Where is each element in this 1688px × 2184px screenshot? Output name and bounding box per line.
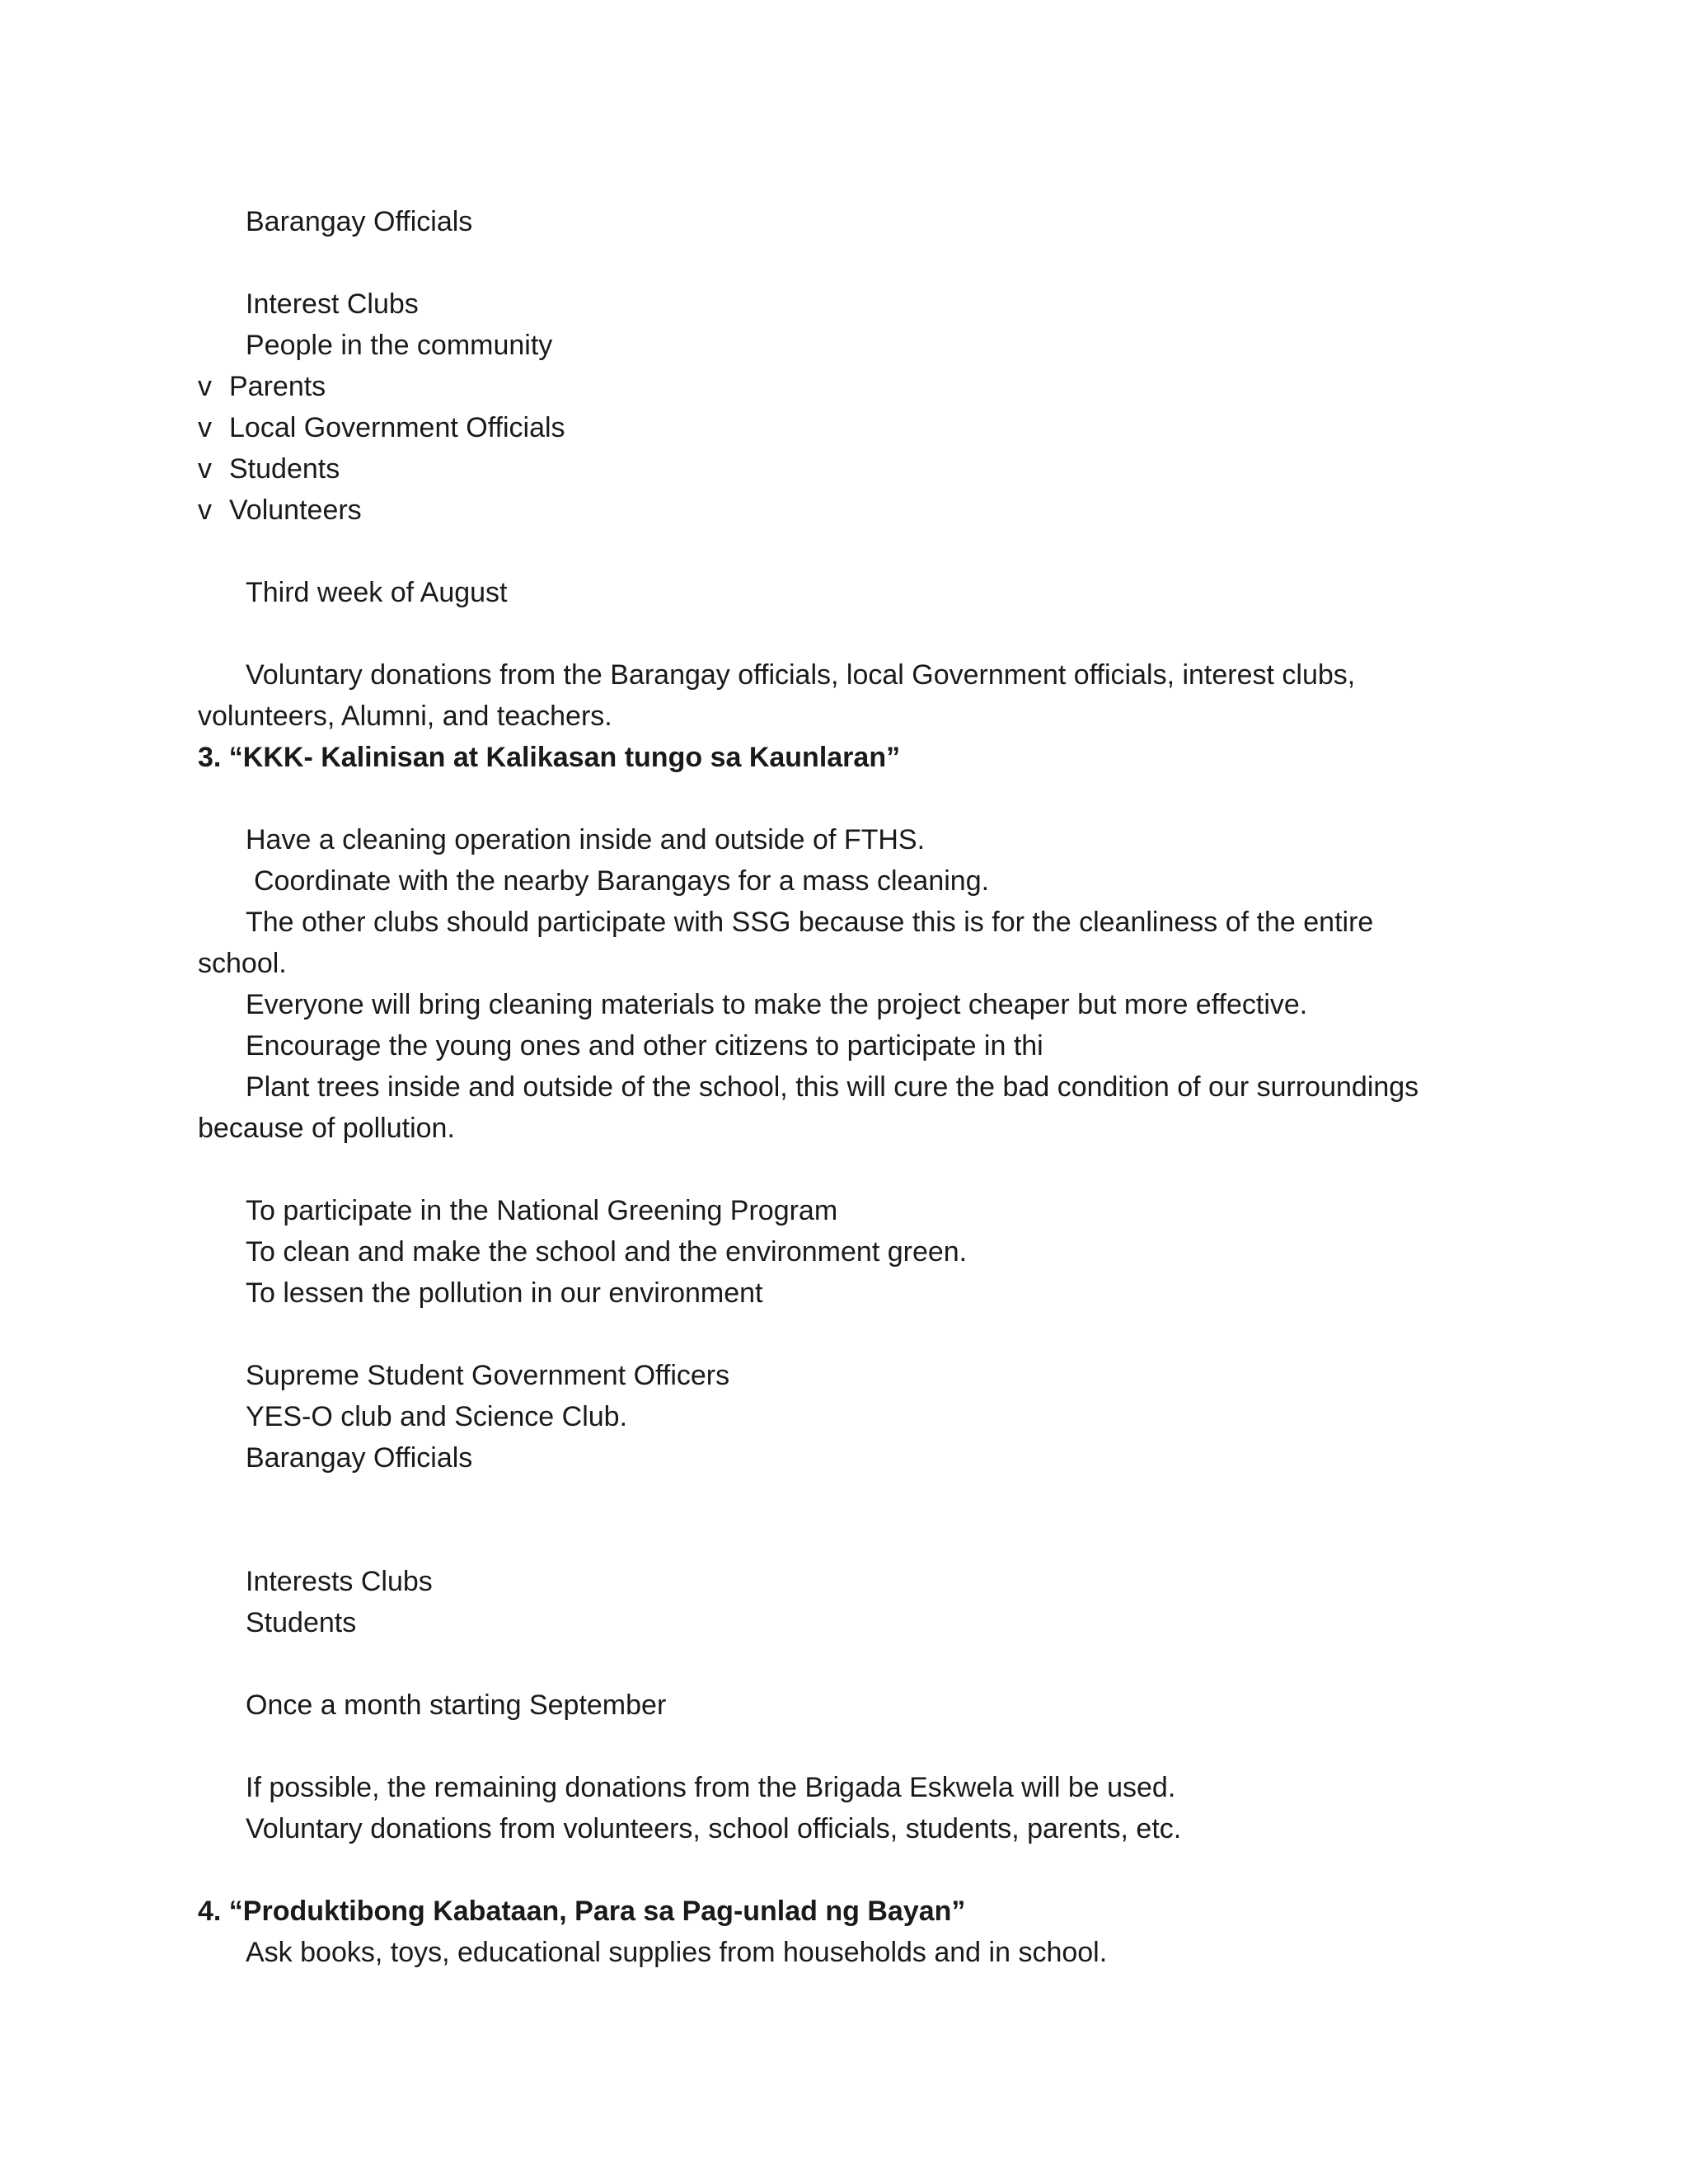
text-line: Interests Clubs: [246, 1566, 433, 1597]
text-line: To participate in the National Greening Program: [246, 1195, 838, 1226]
text-line: Voluntary donations from volunteers, school officials, students, parents, etc.: [246, 1813, 1182, 1844]
section-heading: 4. “Produktibong Kabataan, Para sa Pag-unlad ng Bayan”: [198, 1896, 966, 1927]
text-line: YES-O club and Science Club.: [246, 1401, 628, 1432]
text-line: Barangay Officials: [246, 206, 473, 237]
text-line: If possible, the remaining donations from the Brigada Eskwela will be used.: [246, 1772, 1176, 1803]
text-line: Once a month starting September: [246, 1690, 667, 1721]
text-line: Encourage the young ones and other citizens to participate in thi: [246, 1030, 1043, 1062]
bullet-item: [198, 411, 565, 444]
text-line: because of pollution.: [198, 1113, 455, 1144]
text-line: Third week of August: [246, 577, 508, 608]
bullet-text: Students: [229, 453, 340, 485]
text-line: People in the community: [246, 330, 553, 361]
text-line: To lessen the pollution in our environment: [246, 1277, 763, 1309]
bullet-item: [198, 452, 340, 485]
text-line: Plant trees inside and outside of the school, this will cure the bad condition of our surroundings: [246, 1071, 1419, 1103]
bullet-marker: v: [198, 371, 212, 402]
text-line: Have a cleaning operation inside and outside of FTHS.: [246, 824, 926, 855]
text-line: To clean and make the school and the environment green.: [246, 1236, 968, 1268]
text-line: Coordinate with the nearby Barangays for a mass cleaning.: [254, 865, 990, 897]
text-line: The other clubs should participate with SSG because this is for the cleanliness of the entire: [246, 907, 1374, 938]
text-line: Barangay Officials: [246, 1442, 473, 1474]
section-heading: 3. “KKK- Kalinisan at Kalikasan tungo sa Kaunlaran”: [198, 742, 901, 773]
text-line: Everyone will bring cleaning materials to make the project cheaper but more effective.: [246, 989, 1308, 1020]
text-line: school.: [198, 948, 287, 979]
text-line: Voluntary donations from the Barangay officials, local Government officials, interest clubs,: [246, 659, 1356, 691]
bullet-text: Parents: [229, 371, 326, 402]
text-line: volunteers, Alumni, and teachers.: [198, 701, 612, 732]
text-line: Students: [246, 1607, 357, 1638]
bullet-marker: v: [198, 453, 212, 485]
text-line: Supreme Student Government Officers: [246, 1360, 730, 1391]
text-line: Interest Clubs: [246, 288, 419, 320]
bullet-text: Local Government Officials: [229, 412, 565, 443]
bullet-marker: v: [198, 494, 212, 526]
bullet-item: [198, 494, 362, 527]
bullet-marker: v: [198, 412, 212, 443]
text-line: Ask books, toys, educational supplies from households and in school.: [246, 1937, 1108, 1968]
bullet-text: Volunteers: [229, 494, 362, 526]
bullet-item: [198, 370, 326, 403]
